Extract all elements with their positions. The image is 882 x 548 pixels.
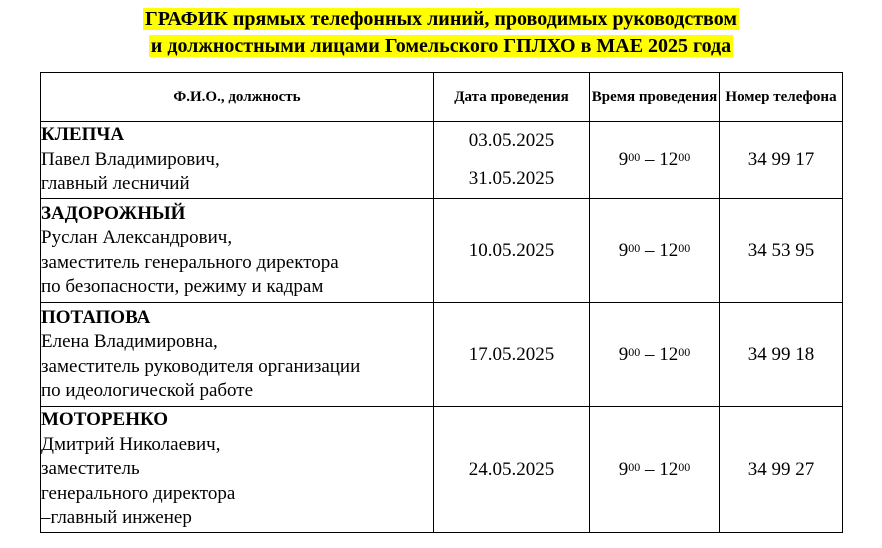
person-cell — [41, 199, 434, 303]
person-detail: Руслан Александрович, — [41, 227, 233, 248]
table-row — [41, 407, 843, 533]
date-value: 03.05.2025 — [468, 130, 555, 151]
person-cell — [41, 303, 434, 407]
time-start-hour: 9 — [618, 458, 629, 480]
person-detail: генерального директора — [41, 482, 236, 504]
header-phone: Номер телефона — [720, 73, 843, 122]
table-row — [41, 303, 843, 407]
date-cell — [434, 199, 590, 303]
phone-cell — [720, 122, 843, 199]
page-title — [0, 6, 882, 60]
time-start-hour: 9 — [618, 239, 629, 261]
time-end-hour: 12 — [659, 458, 679, 480]
person-surname: МОТОРЕНКО — [41, 409, 169, 431]
date-value: 10.05.2025 — [468, 239, 555, 261]
schedule-table — [40, 72, 843, 533]
person-surname: ПОТАПОВА — [41, 306, 151, 328]
time-start-minutes: 00 — [628, 344, 641, 359]
title-line-2: и должностными лицами Гомельского ГПЛХО в МАЕ 2025 года — [150, 35, 732, 57]
person-detail: Павел Владимирович, — [41, 148, 220, 170]
phone-number: 34 99 17 — [747, 149, 815, 170]
person-detail: заместитель генерального директора — [41, 251, 339, 273]
person-detail: по идеологической работе — [41, 380, 254, 401]
person-surname: КЛЕПЧА — [41, 124, 125, 146]
title-line-1: ГРАФИК прямых телефонных линий, проводимых руководством — [145, 8, 737, 30]
time-end-minutes: 00 — [678, 150, 691, 164]
phone-number: 34 99 18 — [747, 343, 815, 365]
person-detail: заместитель руководителя организации — [41, 355, 361, 377]
date-value: 31.05.2025 — [468, 168, 555, 189]
header-name: Ф.И.О., должность — [41, 73, 434, 122]
time-start-minutes: 00 — [628, 240, 641, 255]
header-time: Время проведения — [590, 73, 720, 122]
time-start-minutes: 00 — [628, 150, 641, 164]
time-end-minutes: 00 — [678, 240, 691, 255]
date-value: 17.05.2025 — [468, 343, 555, 365]
person-cell — [41, 407, 434, 533]
person-detail: главный лесничий — [41, 173, 190, 195]
table-row — [41, 122, 843, 199]
time-cell — [590, 407, 720, 533]
time-end-minutes: 00 — [678, 344, 691, 359]
phone-cell — [720, 407, 843, 533]
date-value: 24.05.2025 — [468, 458, 555, 480]
time-end-hour: 12 — [659, 239, 679, 261]
person-detail: Елена Владимировна, — [41, 331, 218, 352]
date-cell — [434, 407, 590, 533]
header-date: Дата проведения — [434, 73, 590, 122]
phone-number: 34 99 27 — [747, 458, 815, 480]
time-separator: – — [640, 343, 660, 365]
time-separator: – — [640, 149, 660, 170]
time-end-hour: 12 — [659, 343, 679, 365]
time-end-minutes: 00 — [678, 459, 691, 474]
time-separator: – — [640, 458, 660, 480]
time-cell — [590, 303, 720, 407]
person-surname: ЗАДОРОЖНЫЙ — [41, 202, 186, 224]
time-start-hour: 9 — [618, 343, 629, 365]
phone-cell — [720, 303, 843, 407]
time-cell — [590, 122, 720, 199]
table-header-row — [41, 73, 843, 122]
phone-cell — [720, 199, 843, 303]
time-end-hour: 12 — [659, 149, 679, 170]
date-cell — [434, 122, 590, 199]
person-detail: –главный инженер — [41, 507, 192, 529]
phone-number: 34 53 95 — [747, 239, 815, 261]
person-detail: заместитель — [41, 458, 140, 480]
person-detail: по безопасности, режиму и кадрам — [41, 276, 324, 297]
time-cell — [590, 199, 720, 303]
time-start-hour: 9 — [618, 149, 629, 170]
time-separator: – — [640, 239, 660, 261]
person-cell — [41, 122, 434, 199]
person-detail: Дмитрий Николаевич, — [41, 433, 221, 455]
table-row — [41, 199, 843, 303]
date-cell — [434, 303, 590, 407]
time-start-minutes: 00 — [628, 459, 641, 474]
